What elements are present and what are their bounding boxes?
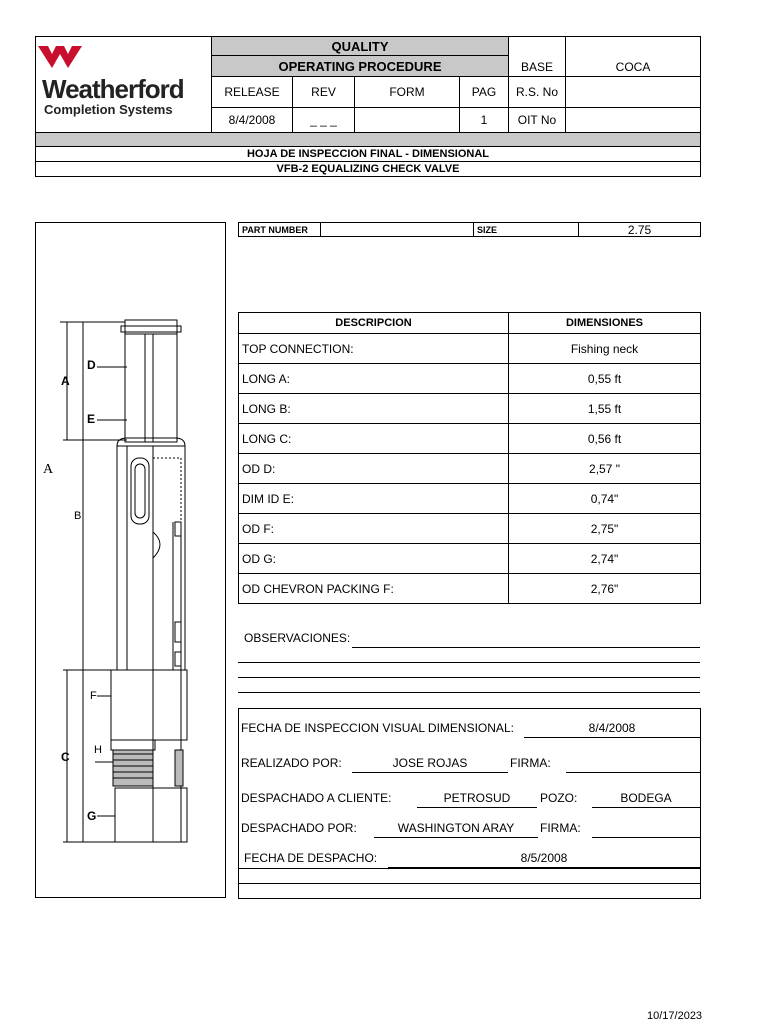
realizado-value[interactable]: JOSE ROJAS xyxy=(392,756,468,770)
base-label: BASE xyxy=(508,36,566,77)
logo-word: Weatherford xyxy=(42,74,184,104)
footer-date: 10/17/2023 xyxy=(647,1010,703,1022)
observaciones-label: OBSERVACIONES: xyxy=(244,631,351,645)
inspection-divider-2 xyxy=(238,883,701,884)
label-f: F xyxy=(90,690,97,702)
observaciones-line-4[interactable] xyxy=(238,692,700,693)
fecha-inspeccion-line xyxy=(524,737,700,738)
weatherford-w-icon xyxy=(38,42,82,70)
dim-desc-od-f: OD F: xyxy=(238,513,509,544)
operating-procedure-title: OPERATING PROCEDURE xyxy=(211,55,509,77)
label-a-outer: A xyxy=(43,462,54,477)
dim-desc-long-b: LONG B: xyxy=(238,393,509,424)
quality-title: QUALITY xyxy=(211,36,509,56)
despachado-cliente-line xyxy=(417,807,537,808)
realizado-line xyxy=(352,772,508,773)
pag-label: PAG xyxy=(459,76,509,108)
inspection-divider-1 xyxy=(238,868,701,869)
part-number-label: PART NUMBER xyxy=(238,222,321,237)
rev-value: _ _ _ xyxy=(292,107,355,133)
dim-value-od-g: 2,74" xyxy=(508,543,701,574)
rev-label: REV xyxy=(292,76,355,108)
despachado-por-line xyxy=(374,837,538,838)
dim-header-value: DIMENSIONES xyxy=(508,312,701,334)
fecha-inspeccion-label: FECHA DE INSPECCION VISUAL DIMENSIONAL: xyxy=(241,721,514,735)
size-value: 2.75 xyxy=(578,222,701,237)
rs-value xyxy=(565,76,701,108)
dim-value-od-f: 2,75" xyxy=(508,513,701,544)
dim-desc-od-g: OD G: xyxy=(238,543,509,574)
dim-value-id-e: 0,74" xyxy=(508,483,701,514)
label-e: E xyxy=(87,412,96,426)
title-line-1: HOJA DE INSPECCION FINAL - DIMENSIONAL xyxy=(35,146,701,162)
fecha-despacho-value[interactable]: 8/5/2008 xyxy=(520,851,568,865)
dim-desc-top-connection: TOP CONNECTION: xyxy=(238,333,509,364)
dim-header-desc: DESCRIPCION xyxy=(238,312,509,334)
label-d: D xyxy=(87,358,96,372)
release-label: RELEASE xyxy=(211,76,293,108)
fecha-inspeccion-value[interactable]: 8/4/2008 xyxy=(588,721,636,735)
firma2-label: FIRMA: xyxy=(540,821,581,835)
firma-line[interactable] xyxy=(566,772,700,773)
dim-desc-long-a: LONG A: xyxy=(238,363,509,394)
pozo-line xyxy=(592,807,700,808)
dim-value-long-c: 0,56 ft xyxy=(508,423,701,454)
firma-label: FIRMA: xyxy=(510,756,551,770)
dim-value-chevron-packing: 2,76" xyxy=(508,573,701,604)
fecha-despacho-label: FECHA DE DESPACHO: xyxy=(244,851,378,865)
fecha-despacho-line xyxy=(388,867,700,868)
despachado-por-value[interactable]: WASHINGTON ARAY xyxy=(397,821,515,835)
observaciones-line-1[interactable] xyxy=(352,647,700,648)
size-label: SIZE xyxy=(473,222,579,237)
rs-label: R.S. No xyxy=(508,76,566,108)
release-value: 8/4/2008 xyxy=(211,107,293,133)
pozo-value[interactable]: BODEGA xyxy=(620,791,672,805)
label-c: C xyxy=(61,750,70,764)
oit-value xyxy=(565,107,701,133)
observaciones-line-3[interactable] xyxy=(238,677,700,678)
pozo-label: POZO: xyxy=(540,791,578,805)
label-a: A xyxy=(61,374,70,388)
check-valve-drawing xyxy=(35,222,226,898)
oit-label: OIT No xyxy=(508,107,566,133)
label-g: G xyxy=(87,809,97,823)
dim-value-top-connection: Fishing neck xyxy=(508,333,701,364)
dim-value-long-b: 1,55 ft xyxy=(508,393,701,424)
dim-value-long-a: 0,55 ft xyxy=(508,363,701,394)
label-b: B xyxy=(74,510,82,522)
firma2-line[interactable] xyxy=(592,837,700,838)
despachado-cliente-value[interactable]: PETROSUD xyxy=(443,791,511,805)
realizado-label: REALIZADO POR: xyxy=(241,756,342,770)
base-value: COCA xyxy=(565,36,701,77)
gray-band xyxy=(35,132,701,147)
dim-value-od-d: 2,57 " xyxy=(508,453,701,484)
form-label: FORM xyxy=(354,76,460,108)
dim-desc-od-d: OD D: xyxy=(238,453,509,484)
form-value xyxy=(354,107,460,133)
part-number-value xyxy=(320,222,474,237)
pag-value: 1 xyxy=(459,107,509,133)
title-line-2: VFB-2 EQUALIZING CHECK VALVE xyxy=(35,161,701,177)
label-h: H xyxy=(94,744,102,756)
despachado-por-label: DESPACHADO POR: xyxy=(241,821,357,835)
despachado-cliente-label: DESPACHADO A CLIENTE: xyxy=(241,791,392,805)
dim-desc-long-c: LONG C: xyxy=(238,423,509,454)
dim-desc-id-e: DIM ID E: xyxy=(238,483,509,514)
dim-desc-chevron-packing: OD CHEVRON PACKING F: xyxy=(238,573,509,604)
observaciones-line-2[interactable] xyxy=(238,662,700,663)
weatherford-logo xyxy=(36,40,212,120)
logo-sub: Completion Systems xyxy=(44,102,173,117)
